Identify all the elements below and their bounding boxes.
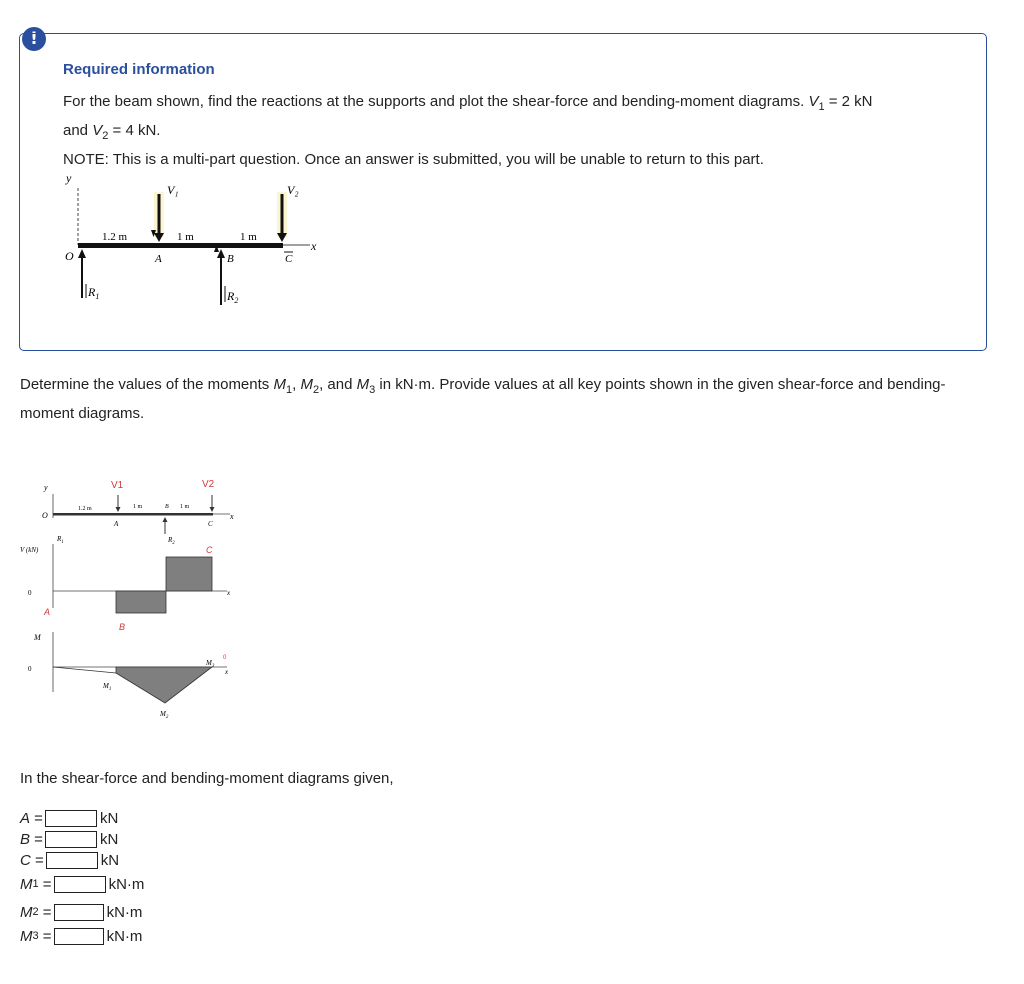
answer-m2-input[interactable] <box>54 904 104 921</box>
problem-line-2: and $V_2 = 4$ kN. <box>63 122 161 142</box>
bmd-m3-zero: 0 <box>223 655 227 661</box>
mini-r2-arrowhead <box>163 517 168 522</box>
answer-row-c: C = kN <box>20 851 120 869</box>
dist-label-3: 1 m <box>240 231 257 243</box>
point-c-label: C <box>285 253 293 265</box>
sfd-axis-label: V (kN) <box>20 546 39 554</box>
beam-bar <box>78 243 283 248</box>
reaction-r1-label: $R_1$ <box>88 285 100 301</box>
bmd-x-label: x <box>225 668 229 676</box>
load-v1-label: V₁ <box>167 183 179 197</box>
reaction-r2-label: $R_2$ <box>227 289 239 305</box>
dist-label-1: 1.2 m <box>102 231 128 243</box>
answer-m3-input[interactable] <box>54 928 104 945</box>
dist-label-2: 1 m <box>177 231 194 243</box>
mini-beam-bar <box>53 513 213 516</box>
beam-origin-label: O <box>65 249 74 263</box>
determine-instruction: Determine the values of the moments $M_1$, $M_2$, and $M_3$ in kN·m. Provide values at all key points shown in the given shear-force and bending-moment diagrams. <box>20 376 946 422</box>
mini-y-label: y <box>44 483 48 492</box>
mini-origin-label: O <box>42 511 48 520</box>
mini-dist-3: 1 m <box>180 504 190 510</box>
answer-m1-input[interactable] <box>54 876 106 893</box>
answer-row-a: A = kN <box>20 809 119 827</box>
problem-statement <box>63 90 963 171</box>
required-info-title: Required information <box>63 61 215 78</box>
sfd-zero-label: 0 <box>28 589 32 597</box>
reaction-r1-arrowhead <box>78 249 86 258</box>
point-a-label: A <box>155 253 162 265</box>
mini-v2-label: V2 <box>202 479 215 490</box>
sfd-positive-region <box>166 557 212 591</box>
answer-b-input[interactable] <box>45 831 97 848</box>
load-v2-arrowhead <box>277 233 287 242</box>
bmd-moment-region <box>116 667 212 703</box>
load-v2-label: V₂ <box>287 183 299 197</box>
mini-r2-label: $R_2$ <box>168 536 175 546</box>
bmd-zero-label: 0 <box>28 665 32 673</box>
sfd-a-label: A <box>44 607 51 617</box>
bmd-m2-label: $M_2$ <box>160 710 169 720</box>
mini-v2-arrowhead <box>210 507 215 512</box>
beam-x-label: x <box>311 239 317 253</box>
sfd-c-label: C <box>206 545 213 555</box>
beam-figure <box>55 170 335 315</box>
alert-icon: ! <box>22 27 46 51</box>
answer-row-m1: M 1 = kN·m <box>20 875 145 893</box>
mini-b-top: B <box>165 504 169 510</box>
beam-y-label: y <box>66 171 72 185</box>
answer-row-m2: M 2 = kN·m <box>20 903 143 921</box>
bmd-m3-label: $M_3$ <box>206 659 215 669</box>
answer-row-m3: M 3 = kN·m <box>20 927 143 945</box>
answer-c-input[interactable] <box>46 852 98 869</box>
mini-v1-label: V1 <box>111 480 124 491</box>
sfd-x-label: x <box>227 589 231 597</box>
mini-dist-1: 1.2 m <box>78 506 92 512</box>
mini-dist-2: 1 m <box>133 504 143 510</box>
answer-a-input[interactable] <box>45 810 97 827</box>
point-b-label: B <box>227 253 234 265</box>
sfd-b-label: B <box>119 622 126 632</box>
sfd-negative-region <box>116 591 166 613</box>
given-statement: In the shear-force and bending-moment diagrams given, <box>20 770 394 787</box>
mini-r1-label: $R_1$ <box>57 535 64 545</box>
mini-v1-arrowhead <box>116 507 121 512</box>
answer-row-b: B = kN <box>20 830 119 848</box>
mini-x-label: x <box>230 512 234 521</box>
bmd-m1-label: $M_1$ <box>103 682 112 692</box>
bmd-axis-label: M <box>34 633 41 642</box>
load-v1-arrowhead <box>154 233 164 242</box>
problem-note: NOTE: This is a multi-part question. Once an answer is submitted, you will be unable to return to this part. <box>63 151 764 168</box>
sfd-bmd-figure <box>20 470 250 735</box>
problem-line-1: For the beam shown, find the reactions at the supports and plot the shear-force and bending-moment diagrams. $V_1 = 2$ kN <box>63 93 873 113</box>
bmd-left-segment <box>53 667 116 673</box>
mini-a-label: A <box>114 520 119 528</box>
mini-c-label: C <box>208 520 213 528</box>
